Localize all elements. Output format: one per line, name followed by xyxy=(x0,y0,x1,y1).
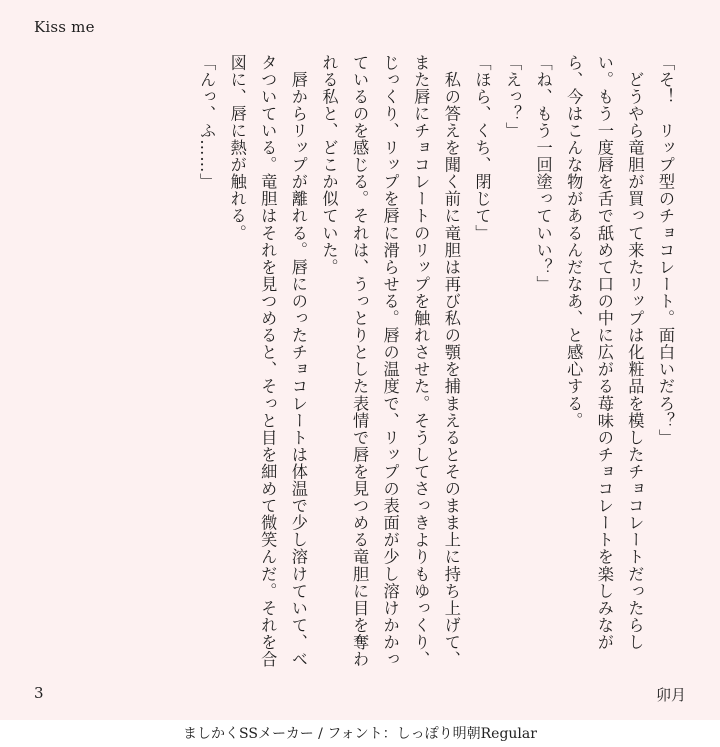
author-name: 卯月 xyxy=(655,686,686,704)
page-number: 3 xyxy=(34,684,44,702)
generator-credit: ましかくSSメーカー / フォント：しっぽり明朝Regular xyxy=(0,721,720,747)
story-body-text: 「そ！ リップ型のチョコレート。面白いだろ？」 どうやら竜胆が買って来たリップは化粧品を模したチョコレートだったらしい。もう一度唇を舌で舐めて口の中に広がる苺味のチョコレートを楽しみながら、今はこんな物があるんだなあ、と感心する。 「ね、もう一回塗っていい？」 「えっ？」 「ほら、くち、閉じて」 私の答えを聞く前に竜胆は再び私の顎を捕まえるとそのまま上に持ち上げて、また唇にチョコレートのリップを触れさせた。そうしてさっきよりもゆっくり、じっくり、リップを唇に滑らせる。唇の温度で、リップの表面が少し溶けかかっているのを感じる。それは、うっとりとした表情で唇を見つめる竜胆に目を奪われる私と、どこか似ていた。 唇からリップが離れる。唇にのったチョコレートは体温で少し溶けていて、ベタついている。竜胆はそれを見つめると、そっと目を細めて微笑んだ。それを合図に、唇に熱が触れる。 「んっ、ふ……」 xyxy=(197,54,675,668)
story-title: Kiss me xyxy=(34,18,95,36)
